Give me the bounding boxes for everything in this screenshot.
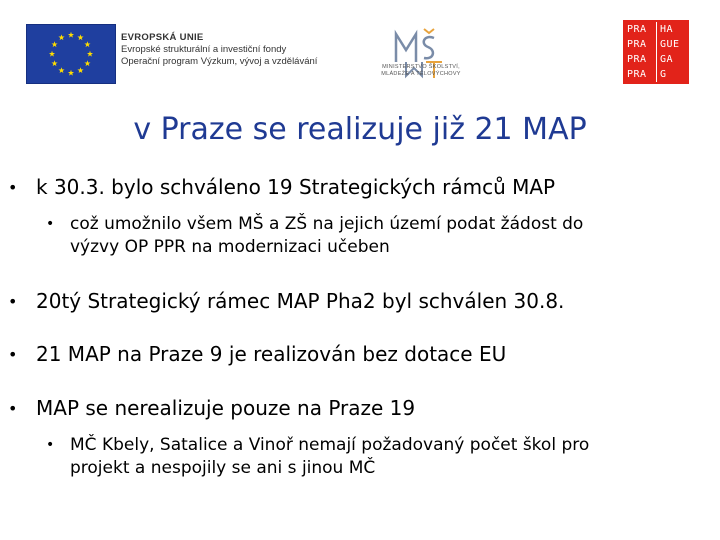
eu-title: EVROPSKÁ UNIE <box>121 32 204 43</box>
praha-logo-c2-1: GUE <box>656 37 685 52</box>
eu-star-icon <box>58 34 64 40</box>
eu-star-icon <box>77 67 83 73</box>
eu-star-icon <box>68 32 74 38</box>
praha-logo-c2-3: G <box>656 67 685 82</box>
sub-bullet-text-line1: což umožnilo všem MŠ a ZŠ na jejich území podat žádost do <box>70 214 584 234</box>
praha-logo-c1-0: PRA <box>627 24 647 35</box>
sub-bullet-text-line1: MČ Kbely, Satalice a Vinoř nemají požadovaný počet škol pro <box>70 435 590 455</box>
eu-line3: Operační program Výzkum, vývoj a vzdělávání <box>121 56 318 67</box>
bullet-text: MAP se nerealizuje pouze na Praze 19 <box>36 396 416 420</box>
msmt-caption <box>366 64 476 78</box>
slide-title: v Praze se realizuje již 21 MAP <box>133 112 587 147</box>
bullet-item <box>8 288 565 314</box>
eu-line2: Evropské strukturální a investiční fondy <box>121 44 287 55</box>
bullet-dot-icon: • <box>46 216 55 232</box>
praha-logo-c2-2: GA <box>656 52 685 67</box>
eu-star-icon <box>58 67 64 73</box>
msmt-caption-line2: MLÁDEŽE A TĚLOVÝCHOVY <box>381 71 461 77</box>
eu-logo-text <box>121 32 317 68</box>
eu-star-icon <box>84 41 90 47</box>
praha-logo-c1-3: PRA <box>627 69 647 80</box>
bullet-text: 20tý Strategický rámec MAP Pha2 byl schválen 30.8. <box>36 289 565 313</box>
msmt-logo <box>366 26 476 96</box>
msmt-caption-line1: MINISTERSTVO ŠKOLSTVÍ, <box>382 64 460 70</box>
bullet-dot-icon: • <box>8 292 18 311</box>
bullet-dot-icon: • <box>46 437 55 453</box>
bullet-dot-icon: • <box>8 399 18 418</box>
bullet-item <box>8 395 416 421</box>
sub-bullet-item <box>46 213 584 259</box>
bullet-text: 21 MAP na Praze 9 je realizován bez dotace EU <box>36 342 507 366</box>
eu-star-icon <box>87 51 93 57</box>
eu-star-icon <box>84 60 90 66</box>
eu-flag-logo <box>26 24 116 84</box>
bullet-item <box>8 174 556 200</box>
eu-star-icon <box>49 51 55 57</box>
bullet-item <box>8 341 507 367</box>
praha-logo-c2-0: HA <box>656 22 685 37</box>
eu-stars-icon <box>27 25 115 83</box>
praha-logo-c1-1: PRA <box>627 39 647 50</box>
eu-star-icon <box>52 60 58 66</box>
eu-star-icon <box>68 70 74 76</box>
sub-bullet-text-line2: výzvy OP PPR na modernizaci učeben <box>70 237 390 257</box>
bullet-dot-icon: • <box>8 178 18 197</box>
sub-bullet-text-line2: projekt a nespojily se ani s jinou MČ <box>70 458 376 478</box>
praha-logo <box>623 20 689 84</box>
eu-star-icon <box>77 34 83 40</box>
sub-bullet-item <box>46 434 590 480</box>
bullet-dot-icon: • <box>8 345 18 364</box>
praha-logo-c1-2: PRA <box>627 54 647 65</box>
eu-star-icon <box>52 41 58 47</box>
bullet-text: k 30.3. bylo schváleno 19 Strategických rámců MAP <box>36 175 556 199</box>
